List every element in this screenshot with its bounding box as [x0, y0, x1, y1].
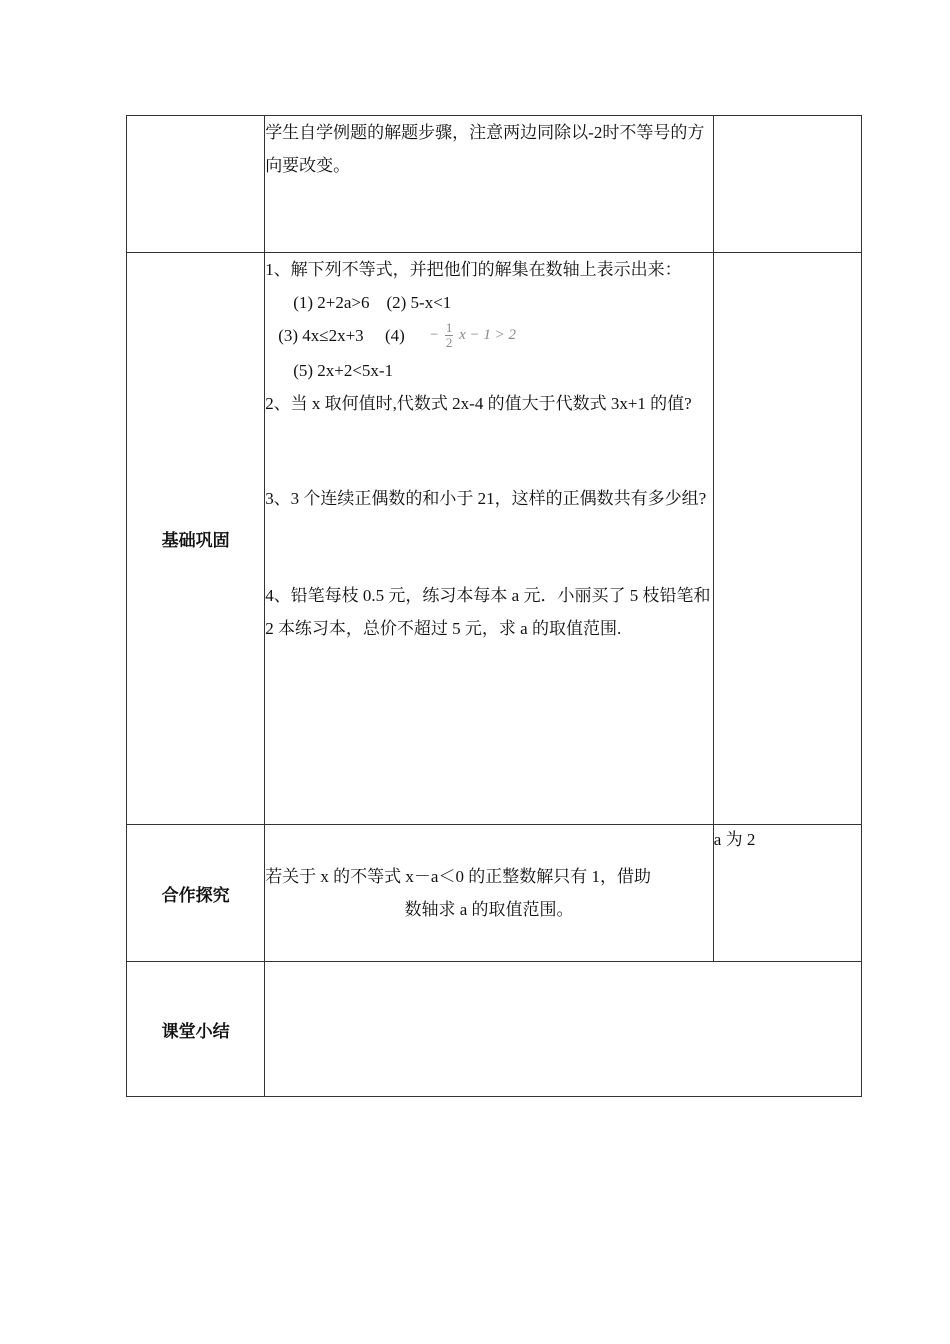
- q1-item-2: (2) 5-x<1: [386, 293, 452, 312]
- row-label-summary: 课堂小结: [127, 962, 265, 1097]
- cooperation-note: a 为 2: [713, 825, 861, 962]
- consolidation-content: [265, 253, 714, 825]
- row-label-cooperation: 合作探究: [127, 825, 265, 962]
- self-study-content: [265, 116, 714, 253]
- fraction-numerator: 1: [445, 319, 453, 335]
- question-1-line-b: [265, 319, 713, 354]
- self-study-note-cell: [713, 116, 861, 253]
- question-3: 3、3 个连续正偶数的和小于 21，这样的正偶数共有多少组?: [265, 488, 707, 508]
- question-2: 2、当 x 取何值时,代数式 2x-4 的值大于代数式 3x+1 的值?: [265, 393, 692, 413]
- formula-fraction: [445, 321, 454, 350]
- table-row-consolidation: [127, 253, 862, 825]
- q1-item-4-formula: [429, 319, 516, 352]
- table-row-cooperation: [127, 825, 862, 962]
- cooperation-line-1: 若关于 x 的不等式 x－a＜0 的正整数解只有 1，借助: [265, 867, 651, 886]
- cooperation-line-2: 数轴求 a 的取值范围。: [404, 900, 574, 919]
- table-row-summary: [127, 962, 862, 1097]
- table-row-self-study: [127, 116, 862, 253]
- summary-content-cell: [265, 962, 862, 1097]
- lesson-plan-table: [126, 115, 862, 1097]
- q1-item-4-label: (4): [384, 326, 405, 345]
- q1-item-3: (3) 4x≤2x+3: [278, 326, 364, 345]
- self-study-text: 学生自学例题的解题步骤，注意两边同除以-2时不等号的方向要改变。: [265, 123, 705, 175]
- row-label-consolidation: 基础巩固: [127, 253, 265, 825]
- question-1-intro: 1、解下列不等式，并把他们的解集在数轴上表示出来：: [265, 260, 682, 279]
- q1-item-1: (1) 2+2a>6: [293, 293, 370, 312]
- consolidation-note-cell: [713, 253, 861, 825]
- question-4: 4、铅笔每枝 0.5 元，练习本每本 a 元．小丽买了 5 枝铅笔和 2 本练习本，总价不超过 5 元，求 a 的取值范围.: [265, 585, 711, 638]
- formula-minus-sign: −: [429, 326, 440, 343]
- cooperation-content: [265, 825, 714, 962]
- formula-rest: x − 1 > 2: [459, 326, 517, 343]
- row-label-self-study: [127, 116, 265, 253]
- question-1-line-a: [265, 286, 713, 319]
- fraction-denominator: 2: [445, 334, 453, 350]
- q1-item-5: (5) 2x+2<5x-1: [293, 360, 394, 380]
